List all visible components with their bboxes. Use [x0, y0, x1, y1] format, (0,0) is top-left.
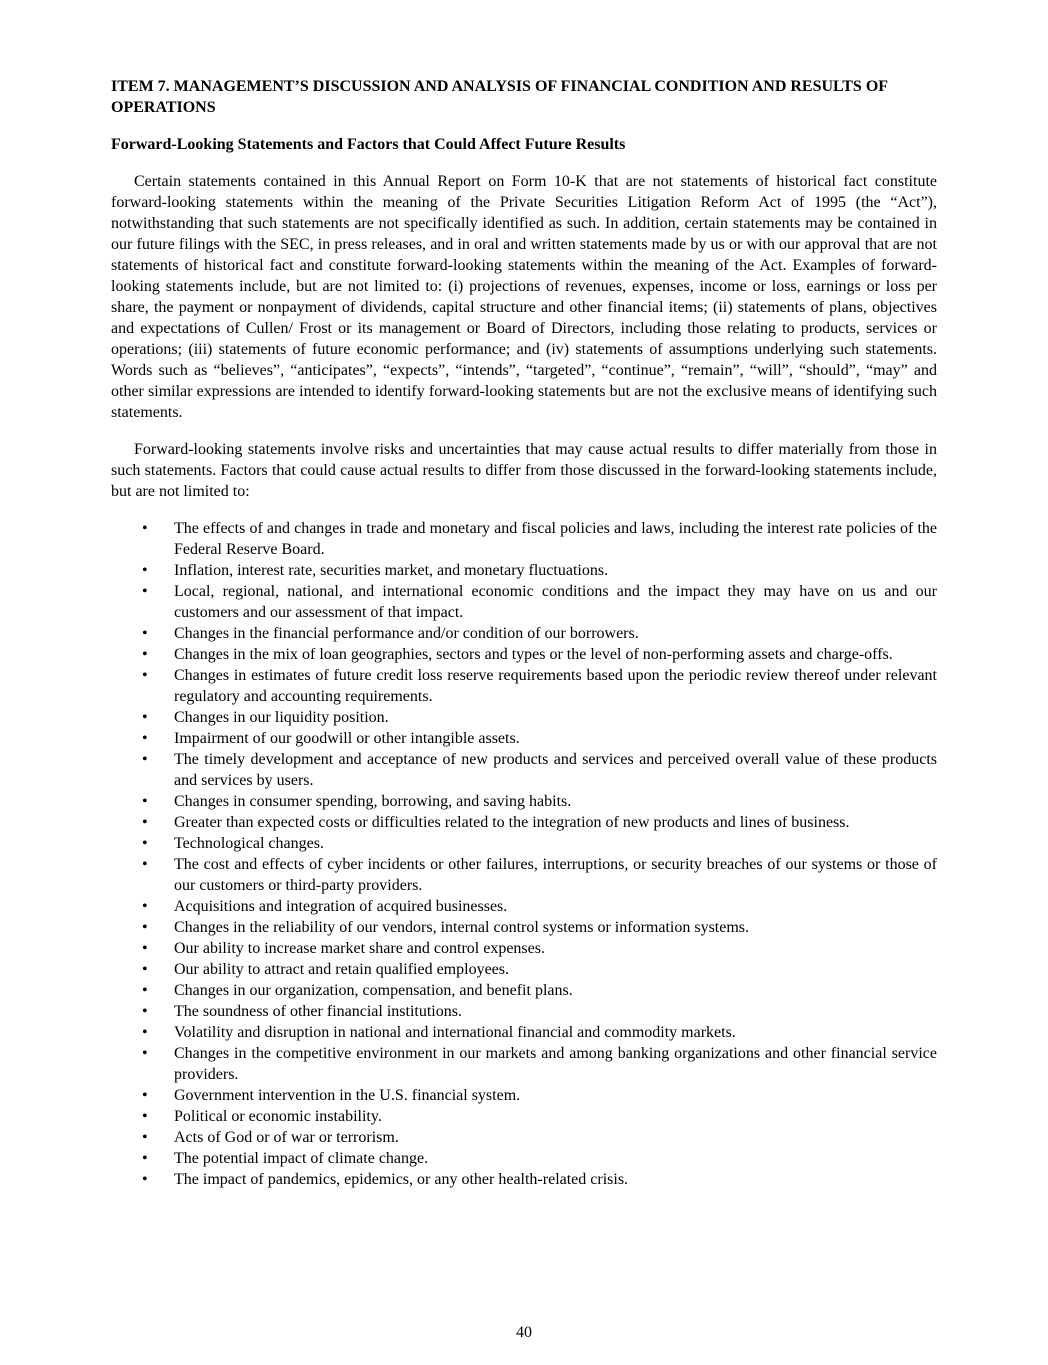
factor-text: Government intervention in the U.S. financial system. [174, 1087, 521, 1104]
factor-text: Inflation, interest rate, securities market, and monetary fluctuations. [174, 562, 609, 579]
page-number: 40 [516, 1324, 532, 1341]
risk-paragraph: Forward-looking statements involve risks and uncertainties that may cause actual results to differ materially from those in such statements. Factors that could cause actual results to differ from those discussed in the forward-looking statements include, but are not limited to: [111, 441, 937, 500]
factor-list-item [111, 896, 937, 917]
factor-text: Political or economic instability. [174, 1108, 382, 1125]
bullet-icon: • [142, 667, 148, 684]
factor-list [111, 518, 937, 1190]
bullet-icon: • [142, 1108, 148, 1125]
bullet-icon: • [142, 730, 148, 747]
bullet-icon: • [142, 982, 148, 999]
bullet-icon: • [142, 793, 148, 810]
factor-list-item [111, 791, 937, 812]
bullet-icon: • [142, 898, 148, 915]
factor-list-item [111, 812, 937, 833]
bullet-icon: • [142, 1171, 148, 1188]
factor-list-item [111, 518, 937, 560]
bullet-icon: • [142, 919, 148, 936]
factor-text: Technological changes. [174, 835, 324, 852]
factor-list-item [111, 749, 937, 791]
factor-text: Changes in the mix of loan geographies, sectors and types or the level of non-performing assets and charge-offs. [174, 646, 893, 663]
bullet-icon: • [142, 751, 148, 768]
factor-list-item [111, 560, 937, 581]
bullet-icon: • [142, 1087, 148, 1104]
bullet-icon: • [142, 1003, 148, 1020]
factor-text: The potential impact of climate change. [174, 1150, 429, 1167]
factor-text: Changes in the competitive environment in our markets and among banking organizations and other financial service providers. [174, 1045, 937, 1083]
factor-list-item [111, 1127, 937, 1148]
factor-list-item [111, 854, 937, 896]
factor-text: Changes in the financial performance and/or condition of our borrowers. [174, 625, 639, 642]
factor-text: Changes in the reliability of our vendors, internal control systems or information systems. [174, 919, 750, 936]
factor-list-item [111, 1148, 937, 1169]
factor-text: Changes in our liquidity position. [174, 709, 389, 726]
factor-text: The cost and effects of cyber incidents or other failures, interruptions, or security breaches of our systems or those of our customers or third-party providers. [174, 856, 937, 894]
factor-list-item [111, 623, 937, 644]
factor-text: Impairment of our goodwill or other intangible assets. [174, 730, 520, 747]
bullet-icon: • [142, 961, 148, 978]
bullet-icon: • [142, 1045, 148, 1062]
factor-list-item [111, 665, 937, 707]
factor-text: The impact of pandemics, epidemics, or any other health-related crisis. [174, 1171, 629, 1188]
bullet-icon: • [142, 709, 148, 726]
factor-list-item [111, 959, 937, 980]
factor-text: Changes in consumer spending, borrowing, and saving habits. [174, 793, 572, 810]
factor-list-item [111, 980, 937, 1001]
factor-text: Greater than expected costs or difficulties related to the integration of new products and lines of business. [174, 814, 850, 831]
factor-list-item [111, 1043, 937, 1085]
section-title: Forward-Looking Statements and Factors that Could Affect Future Results [111, 136, 626, 153]
bullet-icon: • [142, 1150, 148, 1167]
factor-list-item [111, 644, 937, 665]
factor-text: Acquisitions and integration of acquired businesses. [174, 898, 508, 915]
bullet-icon: • [142, 856, 148, 873]
bullet-icon: • [142, 814, 148, 831]
bullet-icon: • [142, 583, 148, 600]
bullet-icon: • [142, 520, 148, 537]
bullet-icon: • [142, 646, 148, 663]
factor-text: Local, regional, national, and international economic conditions and the impact they may have on us and our customers and our assessment of that impact. [174, 583, 937, 621]
bullet-icon: • [142, 625, 148, 642]
bullet-icon: • [142, 835, 148, 852]
factor-text: Our ability to increase market share and control expenses. [174, 940, 545, 957]
bullet-icon: • [142, 1129, 148, 1146]
factor-list-item [111, 1022, 937, 1043]
factor-text: Changes in estimates of future credit loss reserve requirements based upon the periodic review thereof under relevant regulatory and accounting requirements. [174, 667, 937, 705]
document-page [111, 76, 937, 1190]
factor-text: The timely development and acceptance of new products and services and perceived overall value of these products and services by users. [174, 751, 937, 789]
factor-list-item [111, 707, 937, 728]
factor-list-item [111, 1169, 937, 1190]
factor-text: Volatility and disruption in national and international financial and commodity markets. [174, 1024, 736, 1041]
factor-text: The soundness of other financial institutions. [174, 1003, 462, 1020]
factor-list-item [111, 1085, 937, 1106]
factor-text: Our ability to attract and retain qualified employees. [174, 961, 509, 978]
factor-list-item [111, 1001, 937, 1022]
bullet-icon: • [142, 562, 148, 579]
factor-text: Changes in our organization, compensation, and benefit plans. [174, 982, 573, 999]
factor-text: The effects of and changes in trade and monetary and fiscal policies and laws, including the interest rate policies of the Federal Reserve Board. [174, 520, 937, 558]
intro-paragraph: Certain statements contained in this Annual Report on Form 10-K that are not statements of historical fact constitute forward-looking statements within the meaning of the Private Securities Litigation Reform Act of 1995 (the “Act”), notwithstanding that such statements are not specifically identified as such. In addition, certain statements may be contained in our future filings with the SEC, in press releases, and in oral and written statements made by us or with our approval that are not statements of historical fact and constitute forward-looking statements within the meaning of the Act. Examples of forward-looking statements include, but are not limited to: (i) projections of revenues, expenses, income or loss, earnings or loss per share, the payment or nonpayment of dividends, capital structure and other financial items; (ii) statements of plans, objectives and expectations of Cullen/ Frost or its management or Board of Directors, including those relating to products, services or operations; (iii) statements of future economic performance; and (iv) statements of assumptions underlying such statements. Words such as “believes”, “anticipates”, “expects”, “intends”, “targeted”, “continue”, “remain”, “will”, “should”, “may” and other similar expressions are intended to identify forward-looking statements but are not the exclusive means of identifying such statements. [111, 173, 937, 421]
bullet-icon: • [142, 1024, 148, 1041]
factor-list-item [111, 581, 937, 623]
bullet-icon: • [142, 940, 148, 957]
factor-list-item [111, 1106, 937, 1127]
item-title: ITEM 7. MANAGEMENT’S DISCUSSION AND ANALYSIS OF FINANCIAL CONDITION AND RESULTS OF OPERATIONS [111, 78, 888, 116]
factor-list-item [111, 728, 937, 749]
factor-text: Acts of God or of war or terrorism. [174, 1129, 399, 1146]
factor-list-item [111, 938, 937, 959]
factor-list-item [111, 833, 937, 854]
factor-list-item [111, 917, 937, 938]
